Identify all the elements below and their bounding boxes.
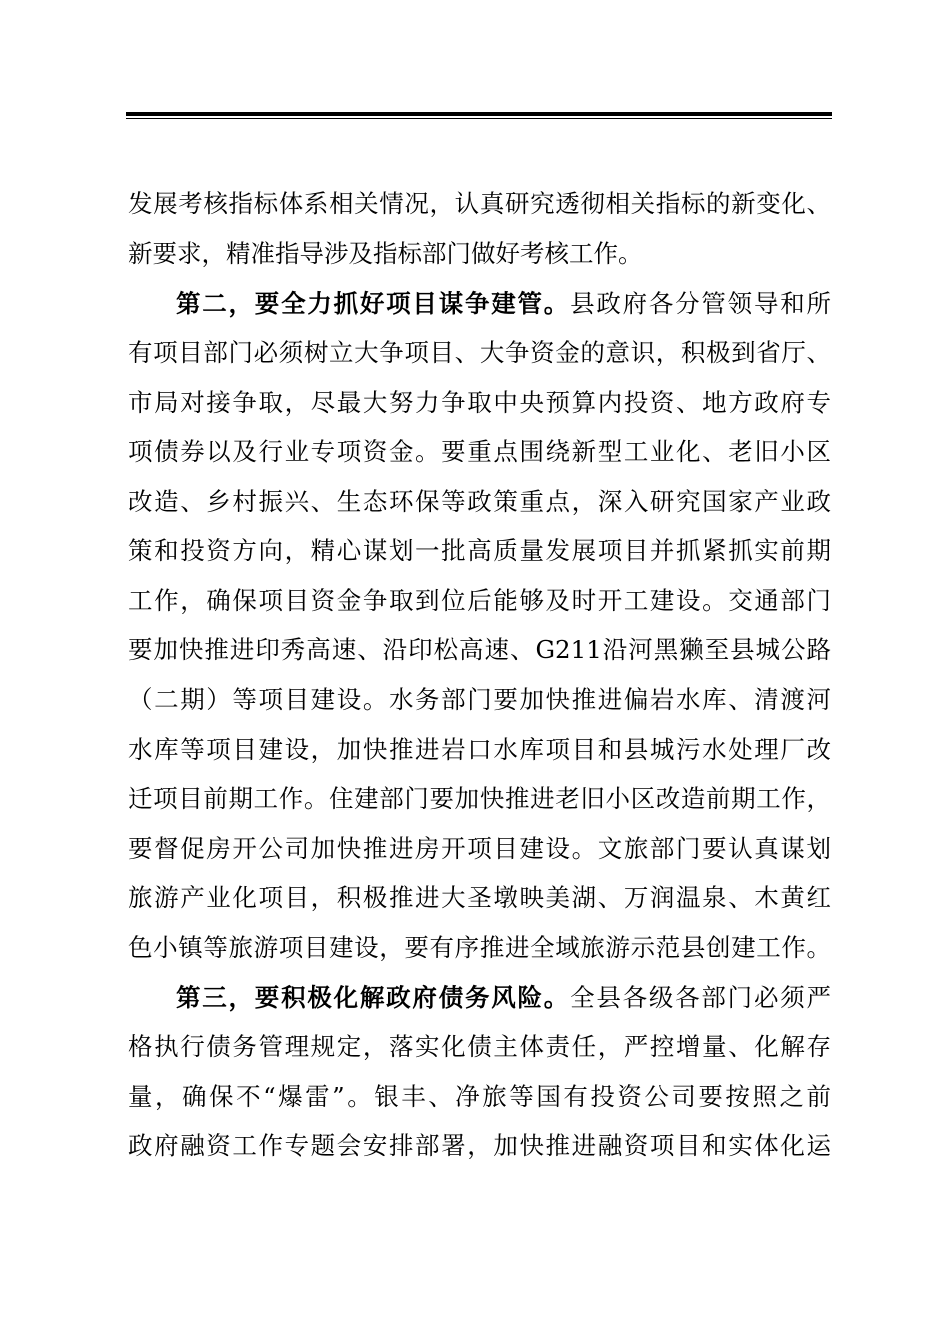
paragraph-lead-heading: 第二，要全力抓好项目谋争建管。 — [176, 289, 571, 318]
body-text-line: 要加快推进印秀高速、沿印松高速、G211沿河黑獭至县城公路 — [128, 635, 831, 664]
body-text-line: 量，确保不“爆雷”。银丰、净旅等国有投资公司要按照之前 — [128, 1082, 831, 1111]
body-text-line: 迁项目前期工作。住建部门要加快推进老旧小区改造前期工作， — [128, 784, 831, 813]
body-text-line: 改造、乡村振兴、生态环保等政策重点，深入研究国家产业政 — [128, 487, 831, 516]
body-text-line: 要督促房开公司加快推进房开项目建设。文旅部门要认真谋划 — [128, 834, 831, 863]
header-double-rule-thick — [126, 112, 832, 116]
paragraph-third-first-line: 第三，要积极化解政府债务风险。全县各级各部门必须严 — [176, 983, 831, 1012]
body-text-line: 发展考核指标体系相关情况，认真研究透彻相关指标的新变化、 — [128, 189, 831, 218]
body-text-line: 水库等项目建设，加快推进岩口水库项目和县城污水处理厂改 — [128, 735, 831, 764]
paragraph-second-first-line: 第二，要全力抓好项目谋争建管。县政府各分管领导和所 — [176, 289, 831, 318]
body-text-line: 政府融资工作专题会安排部署，加快推进融资项目和实体化运 — [128, 1131, 831, 1160]
body-text-line: 策和投资方向，精心谋划一批高质量发展项目并抓紧抓实前期 — [128, 536, 831, 565]
paragraph-lead-heading: 第三，要积极化解政府债务风险。 — [176, 983, 571, 1012]
body-text-line: 新要求，精准指导涉及指标部门做好考核工作。 — [128, 239, 643, 268]
header-double-rule-thin — [126, 118, 832, 119]
body-text-line: （二期）等项目建设。水务部门要加快推进偏岩水库、清渡河 — [128, 685, 831, 714]
body-text-line: 色小镇等旅游项目建设，要有序推进全域旅游示范县创建工作。 — [128, 933, 831, 962]
body-text-line: 有项目部门必须树立大争项目、大争资金的意识，积极到省厅、 — [128, 338, 831, 367]
body-text-line: 格执行债务管理规定，落实化债主体责任，严控增量、化解存 — [128, 1032, 831, 1061]
body-text-line: 项债券以及行业专项资金。要重点围绕新型工业化、老旧小区 — [128, 437, 831, 466]
body-text-line: 旅游产业化项目，积极推进大圣墩映美湖、万润温泉、木黄红 — [128, 883, 831, 912]
body-text-line: 工作，确保项目资金争取到位后能够及时开工建设。交通部门 — [128, 586, 831, 615]
body-text-line: 市局对接争取，尽最大努力争取中央预算内投资、地方政府专 — [128, 388, 831, 417]
